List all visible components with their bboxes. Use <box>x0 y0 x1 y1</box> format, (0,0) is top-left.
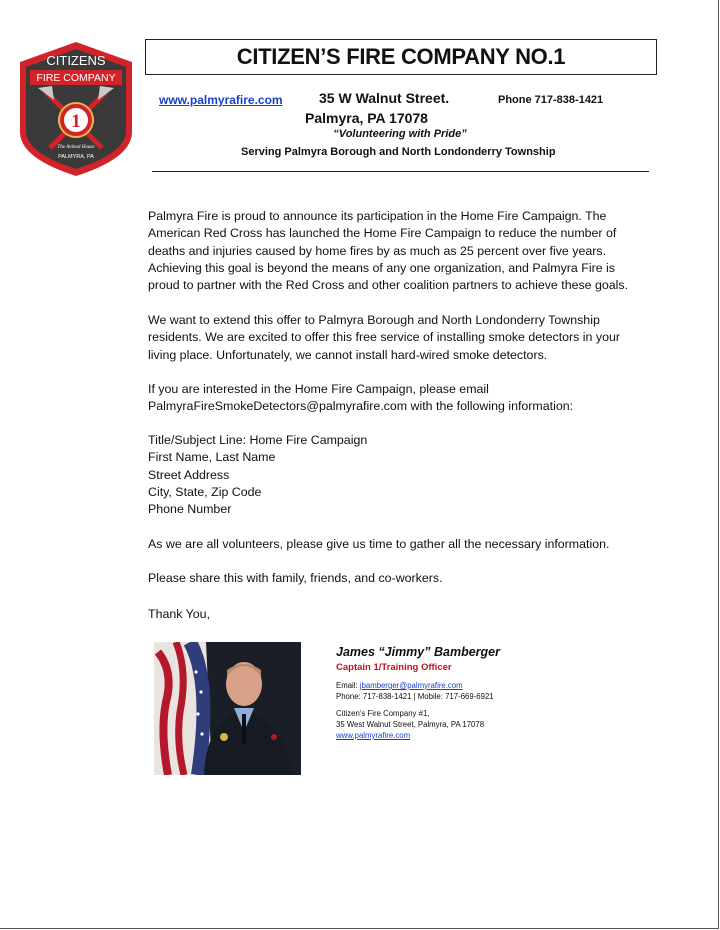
city-state-zip: Palmyra, PA 17078 <box>305 110 428 126</box>
serving-line: Serving Palmyra Borough and North Londonderry Township <box>241 146 556 158</box>
paragraph-line: living place. Unfortunately, we cannot install hard-wired smoke detectors. <box>148 347 548 362</box>
signer-company: Citizen’s Fire Company #1, <box>336 709 430 718</box>
paragraph-line: deaths and injuries caused by home fires by as much as 25 percent over five years. <box>148 243 607 258</box>
email-label: Email: <box>336 681 360 690</box>
paragraph-line: proud to partner with the Red Cross and other coalition partners to achieve these goals. <box>148 278 629 293</box>
badge-number: 1 <box>71 111 81 132</box>
signer-website-link[interactable]: www.palmyrafire.com <box>336 731 411 740</box>
paragraph-line: If you are interested in the Home Fire Campaign, please email <box>148 382 489 396</box>
signer-email-link[interactable]: jbamberger@palmyrafire.com <box>359 681 463 690</box>
street-address: 35 W Walnut Street. <box>319 90 450 106</box>
list-item: City, State, Zip Code <box>148 484 262 499</box>
header-divider <box>152 171 649 172</box>
list-item: Title/Subject Line: Home Fire Campaign <box>148 433 368 447</box>
contact-email-line: PalmyraFireSmokeDetectors@palmyrafire.com with the following information: <box>148 399 574 414</box>
phone-number: Phone 717-838-1421 <box>498 94 604 106</box>
letterhead-title-box <box>145 39 657 75</box>
signer-phone-line: Phone: 717-838-1421 | Mobile: 717-669-6921 <box>336 692 494 701</box>
badge-script-text: The Animal House <box>57 145 95 150</box>
list-item: Phone Number <box>148 502 232 517</box>
fire-company-badge-logo <box>16 40 136 178</box>
paragraph-contact <box>148 381 658 416</box>
paragraph-intro <box>148 208 658 294</box>
badge-top-text: CITIZENS <box>46 53 106 68</box>
letterhead-title: CITIZEN’S FIRE COMPANY NO.1 <box>236 44 566 69</box>
closing: Thank You, <box>148 607 211 621</box>
officer-photo <box>154 642 301 775</box>
paragraph-volunteers: As we are all volunteers, please give us time to gather all the necessary information. <box>148 537 610 551</box>
signer-name: James “Jimmy” Bamberger <box>336 645 500 659</box>
website-link[interactable]: www.palmyrafire.com <box>159 93 283 107</box>
paragraph-line: Palmyra Fire is proud to announce its participation in the Home Fire Campaign. The <box>148 209 607 223</box>
signer-email-line <box>336 680 463 691</box>
motto: “Volunteering with Pride” <box>333 128 467 140</box>
signer-role: Captain 1/Training Officer <box>336 662 452 673</box>
paragraph-line: American Red Cross has launched the Home Fire Campaign to reduce the number of <box>148 226 617 241</box>
paragraph-offer <box>148 312 658 364</box>
paragraph-line: Achieving this goal is beyond the means of any one organization, and Palmyra Fire is <box>148 260 615 275</box>
badge-bottom-text: PALMYRA, PA <box>58 154 94 160</box>
paragraph-line: We want to extend this offer to Palmyra Borough and North Londonderry Township <box>148 313 600 327</box>
list-item: First Name, Last Name <box>148 450 276 465</box>
signer-address: 35 West Walnut Street, Palmyra, PA 17078 <box>336 720 485 729</box>
list-item: Street Address <box>148 467 230 482</box>
paragraph-share: Please share this with family, friends, and co-workers. <box>148 571 443 585</box>
required-info-list <box>148 432 658 518</box>
badge-band-text: FIRE COMPANY <box>36 72 116 84</box>
paragraph-line: residents. We are excited to offer this free service of installing smoke detectors in your <box>148 330 620 345</box>
